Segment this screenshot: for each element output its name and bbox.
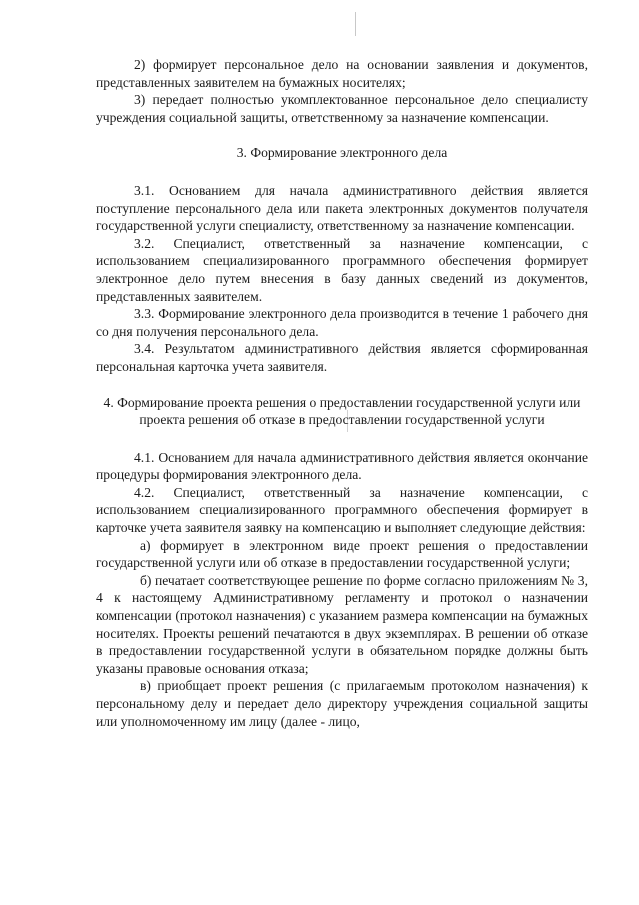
- paragraph-3-2: 3.2. Специалист, ответственный за назначение компенсации, с использованием специализированного программного обеспечения формирует электронное дело путем внесения в базу данных сведений из документов, представленных заявителем.: [96, 235, 588, 304]
- paragraph-3-4: 3.4. Результатом административного действия является сформированная персональная карточка учета заявителя.: [96, 341, 588, 374]
- paragraph-4-1: 4.1. Основанием для начала административного действия является окончание процедуры формирования электронного дела.: [96, 449, 588, 483]
- section-3-title: 3. Формирование электронного дела: [236, 145, 448, 161]
- document-page: [96, 56, 588, 730]
- paragraph-item-2: 2) формирует персональное дело на основании заявления и документов, представленных заявителем на бумажных носителях;: [96, 57, 588, 90]
- paragraph-3-3: 3.3. Формирование электронного дела производится в течение 1 рабочего дня со дня получения персонального дела.: [96, 306, 588, 339]
- section-4-title: 4. Формирование проекта решения о предоставлении государственной услуги или проекта решения об отказе в предоставлении государственной услуги: [103, 394, 581, 428]
- paragraph-item-3: 3) передает полностью укомплектованное персональное дело специалисту учреждения социальной защиты, ответственному за назначение компенсации.: [96, 92, 588, 125]
- subitem-b: б) печатает соответствующее решение по форме согласно приложениям № 3, 4 к настоящему Административному регламенту и протокол о назначении компенсации (протокол назначения) с указанием размера компенсации на бумажных носителях. Проекты решений печатаются в двух экземплярах. В решении об отказе в предоставлении государственной услуги в обязательном порядке должны быть указаны правовые основания отказа;: [96, 572, 588, 676]
- scan-artifact: [355, 12, 356, 36]
- subitem-a: а) формирует в электронном виде проект решения о предоставлении государственной услуги или об отказе в предоставлении государственной услуги;: [96, 537, 588, 571]
- paragraph-4-2: 4.2. Специалист, ответственный за назначение компенсации, с использованием специализированного программного обеспечения формирует в карточке учета заявителя заявку на компенсацию и выполняет следующие действия:: [96, 484, 588, 536]
- paragraph-3-1: 3.1. Основанием для начала административного действия является поступление персонального дела или пакета электронных документов получателя государственной услуги специалисту, ответственному за назначение компенсации.: [96, 182, 588, 234]
- subitem-v: в) приобщает проект решения (с прилагаемым протоколом назначения) к персональному делу и передает дело директору учреждения социальной защиты или уполномоченному им лицу (далее - лицо,: [96, 678, 588, 729]
